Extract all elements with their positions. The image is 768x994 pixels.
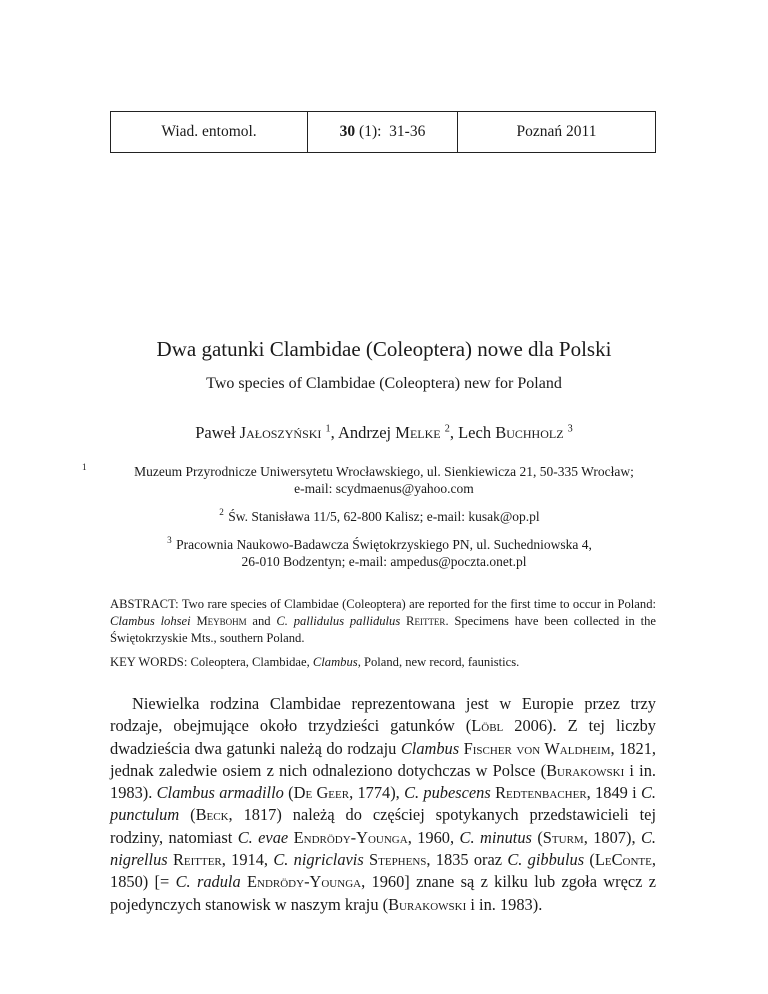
affiliation-1: 1 Muzeum Przyrodnicze Uniwersytetu Wrocławskiego, ul. Sienkiewicza 21, 50-335 Wrocław; e-mail: scydmaenus@yahoo.com: [82, 462, 634, 496]
journal-name-cell: [111, 112, 308, 152]
journal-name: Wiad. entomol.: [161, 123, 257, 140]
place-year: Poznań 2011: [516, 123, 597, 140]
affiliation-3: 3 Pracownia Naukowo-Badawcza Świętokrzyskiego PN, ul. Suchedniowska 4, 26-010 Bodzentyn; e-mail: ampedus@poczta.onet.pl: [167, 535, 592, 569]
volume-cell: [308, 112, 458, 152]
author-1: Paweł Jałoszyński $^1$: [195, 423, 331, 442]
title-english: Two species of Clambidae (Coleoptera) new for Poland: [206, 375, 562, 392]
keywords-label: KEY WORDS:: [110, 655, 188, 669]
issue-pages: (1): 31-36: [355, 123, 426, 140]
author-2: Andrzej Melke $^2$: [338, 423, 450, 442]
keywords: KEY WORDS: Coleoptera, Clambidae, Clambus, Poland, new record, faunistics.: [110, 655, 520, 669]
journal-header-table: [110, 111, 656, 153]
author-3: Lech Buchholz $^3$: [458, 423, 573, 442]
authors-line: Paweł Jałoszyński $^1$, Andrzej Melke $^2$, Lech Buchholz $^3$: [195, 423, 573, 442]
abstract-label: ABSTRACT:: [110, 597, 179, 611]
affiliation-2: 2 Św. Stanisława 11/5, 62-800 Kalisz; e-mail: kusak@op.pl: [219, 507, 540, 524]
volume-number: 30: [339, 123, 356, 140]
place-year-cell: [458, 112, 655, 152]
title-polish: Dwa gatunki Clambidae (Coleoptera) nowe dla Polski: [156, 337, 612, 361]
abstract: ABSTRACT: Two rare species of Clambidae (Coleoptera) are reported for the first time to occur in Poland: Clambus lohsei Meybohm and C. pallidulus pallidulus Reitter. Specimens have been collected in the Świętokrzyskie Mts., southern Poland.: [110, 597, 656, 646]
body-paragraph: Niewielka rodzina Clambidae reprezentowana jest w Europie przez trzy rodzaje, obejmujące około trzydzieści gatunków (Löbl 2006). Z tej liczby dwadzieścia dwa gatunki należą do rodzaju Clambus Fischer von Waldheim, 1821, jednak zaledwie osiem z nich odnaleziono dotychczas w Polsce (Burakowski i in. 1983). Clambus armadillo (De Geer, 1774), C. pubescens Redtenbacher, 1849 i C. punctulum (Beck, 1817) należą do częściej spotykanych przedstawicieli tej rodziny, natomiast C. evae Endrödy-Younga, 1960, C. minutus (Sturm, 1807), C. nigrellus Reitter, 1914, C. nigriclavis Stephens, 1835 oraz C. gibbulus (LeConte, 1850) [= C. radula Endrödy-Younga, 1960] znane są z kilku lub zgoła wręcz z pojedynczych stanowisk w naszym kraju (Burakowski i in. 1983).: [110, 694, 657, 914]
